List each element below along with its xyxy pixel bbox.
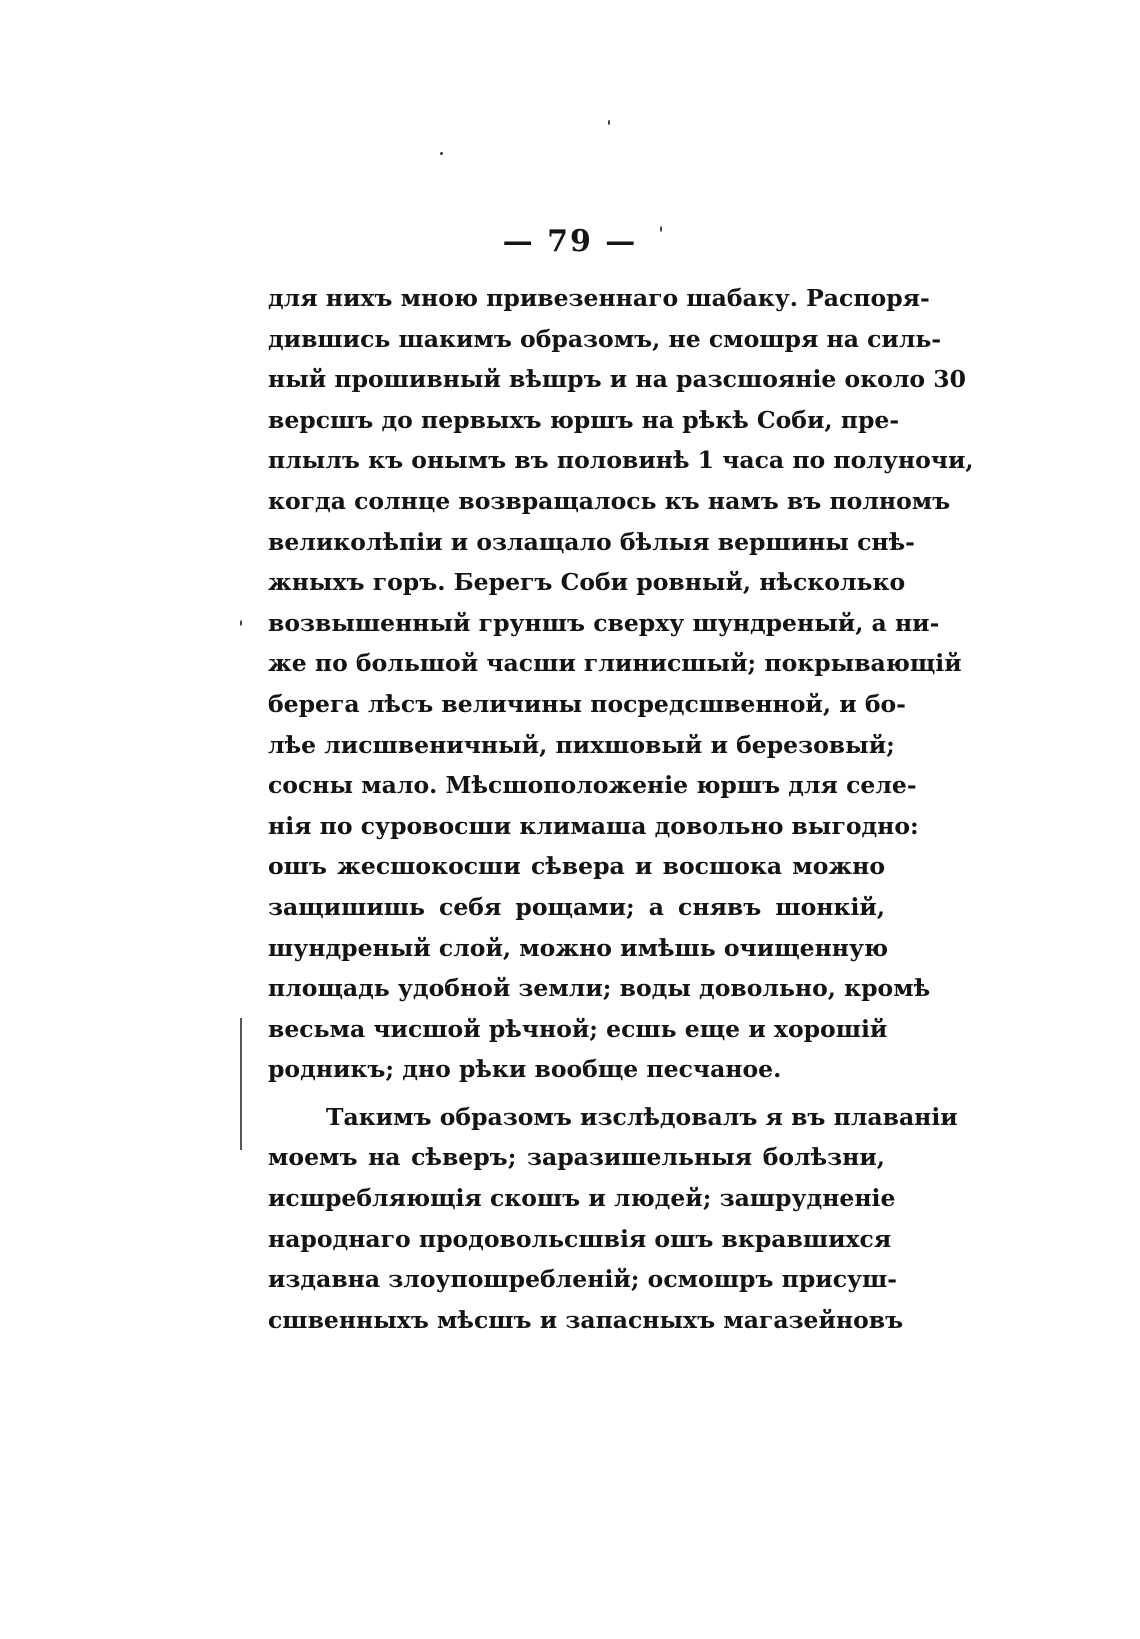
text-line: ошъ жесшокосши сѣвера и восшока можно <box>268 852 885 881</box>
text-line: народнаго продовольсшвія ошъ вкравшихся <box>268 1224 892 1253</box>
text-line: шундреный слой, можно имѣшь очищенную <box>268 933 889 962</box>
paragraph <box>268 1097 958 1341</box>
text-line: издавна злоупошребленій; осмошръ присуш- <box>268 1265 898 1294</box>
text-line: родникъ; дно рѣки вообще песчаное. <box>268 1055 782 1084</box>
text-line: для нихъ мною привезеннаго шабаку. Распоря- <box>268 284 930 312</box>
text-line: сосны мало. Мѣсшоположеніе юршъ для селе- <box>268 771 917 800</box>
text-line: версшъ до первыхъ юршъ на рѣкѣ Соби, пре- <box>268 405 900 434</box>
text-line: берега лѣсъ величины посредсшвенной, и бо- <box>268 689 906 718</box>
text-line: же по большой часши глинисшый; покрывающій <box>268 649 962 678</box>
text-line: моемъ на сѣверъ; заразишельныя болѣзни, <box>268 1143 885 1172</box>
text-line: нія по суровосши климаша довольно выгодно: <box>268 811 919 840</box>
text-line: площадь удобной земли; воды довольно, кромѣ <box>268 974 931 1003</box>
text-line: плылъ къ онымъ въ половинѣ 1 часа по полуночи, <box>268 446 974 475</box>
text-line: дившись шакимъ образомъ, не смошря на силь- <box>268 324 942 353</box>
body-text <box>268 278 974 1340</box>
text-line: ный прошивный вѣшръ и на разсшояніе около 30 <box>268 365 966 394</box>
margin-rule <box>240 1018 242 1150</box>
text-line: весьма чисшой рѣчной; есшь еще и хорошій <box>268 1014 888 1043</box>
paragraph <box>268 278 974 1090</box>
text-line: когда солнце возвращалось къ намъ въ полномъ <box>268 486 951 515</box>
page-number: — 79 — <box>502 224 638 259</box>
text-line: защишишь себя рощами; а снявъ шонкій, <box>268 892 885 921</box>
text-line: великолѣпіи и озлащало бѣлыя вершины снѣ- <box>268 527 915 556</box>
text-line: жныхъ горъ. Берегъ Соби ровный, нѣсколько <box>268 568 906 597</box>
text-line: Такимъ образомъ изслѣдовалъ я въ плаваніи <box>326 1102 958 1131</box>
text-line: иcшребляющія скошъ и людей; зашрудненіе <box>268 1184 896 1213</box>
print-speck <box>240 620 242 626</box>
print-speck <box>608 120 610 125</box>
text-line: лѣе лисшвеничный, пихшовый и березовый; <box>268 730 895 759</box>
print-speck <box>440 152 443 155</box>
text-line: сшвенныхъ мѣсшъ и запасныхъ магазейновъ <box>268 1305 904 1334</box>
text-line: возвышенный груншъ сверху шундреный, а ни- <box>268 608 940 637</box>
